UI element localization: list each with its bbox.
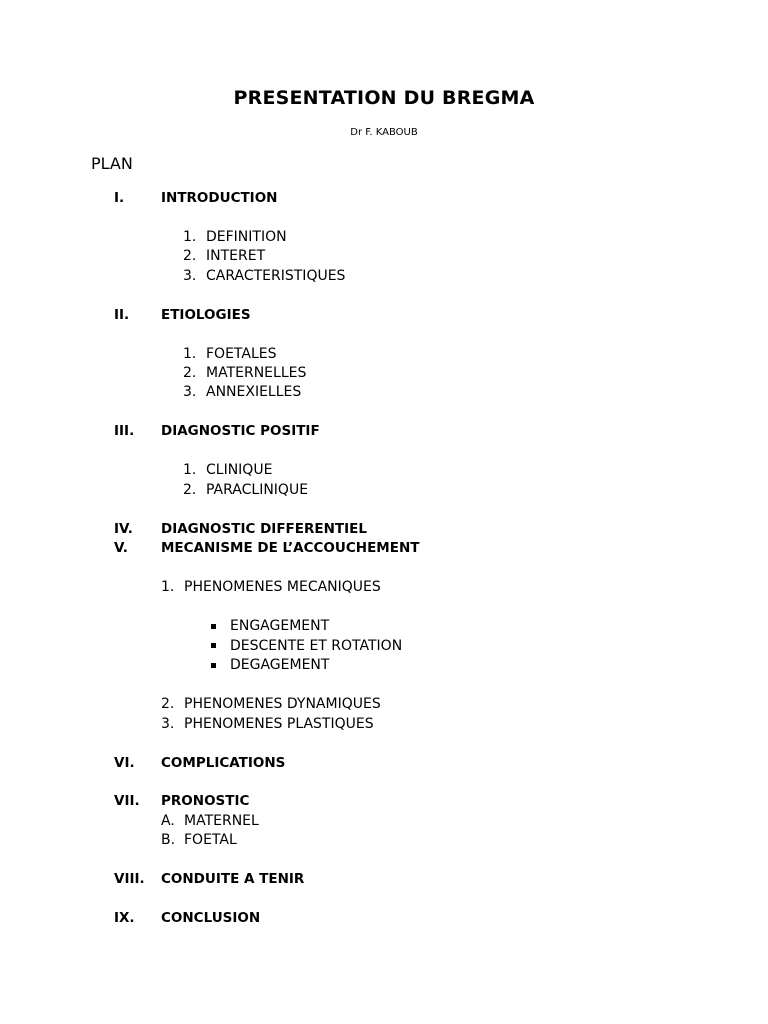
section-heading: INTRODUCTION bbox=[161, 190, 278, 206]
section-heading: CONCLUSION bbox=[161, 910, 261, 926]
list-item-text: DEFINITION bbox=[206, 229, 287, 245]
section-numeral: IX. bbox=[114, 910, 135, 926]
list-item-text: PHENOMENES DYNAMIQUES bbox=[184, 696, 381, 712]
section-heading: DIAGNOSTIC POSITIF bbox=[161, 423, 320, 439]
section-numeral: II. bbox=[114, 307, 130, 323]
section-numeral: V. bbox=[114, 540, 128, 556]
list-item-text: CLINIQUE bbox=[206, 462, 273, 478]
list-item-text: PARACLINIQUE bbox=[206, 482, 309, 498]
list-item-text: PHENOMENES MECANIQUES bbox=[184, 579, 381, 595]
bullet-item-text: DESCENTE ET ROTATION bbox=[230, 638, 403, 654]
list-item-text: FOETAL bbox=[184, 832, 237, 848]
bullet-item-text: DEGAGEMENT bbox=[230, 657, 330, 673]
section-heading: DIAGNOSTIC DIFFERENTIEL bbox=[161, 521, 367, 537]
section-numeral: VI. bbox=[114, 755, 135, 771]
document-author bbox=[0, 127, 768, 138]
section-heading: ETIOLOGIES bbox=[161, 307, 251, 323]
section-numeral: VIII. bbox=[114, 871, 145, 887]
list-item-number: 3. bbox=[161, 716, 175, 732]
bullet-marker bbox=[211, 624, 216, 629]
list-item-number: 1. bbox=[183, 462, 197, 478]
author-name: Dr F. KABOUB bbox=[350, 127, 418, 138]
list-item-text: MATERNELLES bbox=[206, 365, 307, 381]
list-item-number: 3. bbox=[183, 384, 197, 400]
bullet-marker bbox=[211, 643, 216, 648]
list-item-text: MATERNEL bbox=[184, 813, 259, 829]
list-item-text: INTERET bbox=[206, 248, 266, 264]
list-item-number: 2. bbox=[183, 365, 197, 381]
section-numeral: I. bbox=[114, 190, 125, 206]
list-item-number: 2. bbox=[183, 482, 197, 498]
list-item-number: 3. bbox=[183, 268, 197, 284]
section-numeral: VII. bbox=[114, 793, 140, 809]
section-numeral: IV. bbox=[114, 521, 133, 537]
plan-label: PLAN bbox=[91, 154, 133, 173]
list-item-number: B. bbox=[161, 832, 176, 848]
list-item-text: FOETALES bbox=[206, 346, 277, 362]
list-item-number: 1. bbox=[183, 229, 197, 245]
document-title: PRESENTATION DU BREGMA bbox=[233, 87, 535, 109]
list-item-text: CARACTERISTIQUES bbox=[206, 268, 346, 284]
section-heading: COMPLICATIONS bbox=[161, 755, 286, 771]
list-item-text: PHENOMENES PLASTIQUES bbox=[184, 716, 374, 732]
section-numeral: III. bbox=[114, 423, 135, 439]
section-heading: MECANISME DE L’ACCOUCHEMENT bbox=[161, 540, 420, 556]
list-item-number: 2. bbox=[161, 696, 175, 712]
list-item-number: 1. bbox=[161, 579, 175, 595]
list-item-number: A. bbox=[161, 813, 175, 829]
section-heading: CONDUITE A TENIR bbox=[161, 871, 305, 887]
section-heading: PRONOSTIC bbox=[161, 793, 250, 809]
bullet-item-text: ENGAGEMENT bbox=[230, 618, 330, 634]
list-item-number: 1. bbox=[183, 346, 197, 362]
list-item-text: ANNEXIELLES bbox=[206, 384, 302, 400]
list-item-number: 2. bbox=[183, 248, 197, 264]
bullet-marker bbox=[211, 663, 216, 668]
